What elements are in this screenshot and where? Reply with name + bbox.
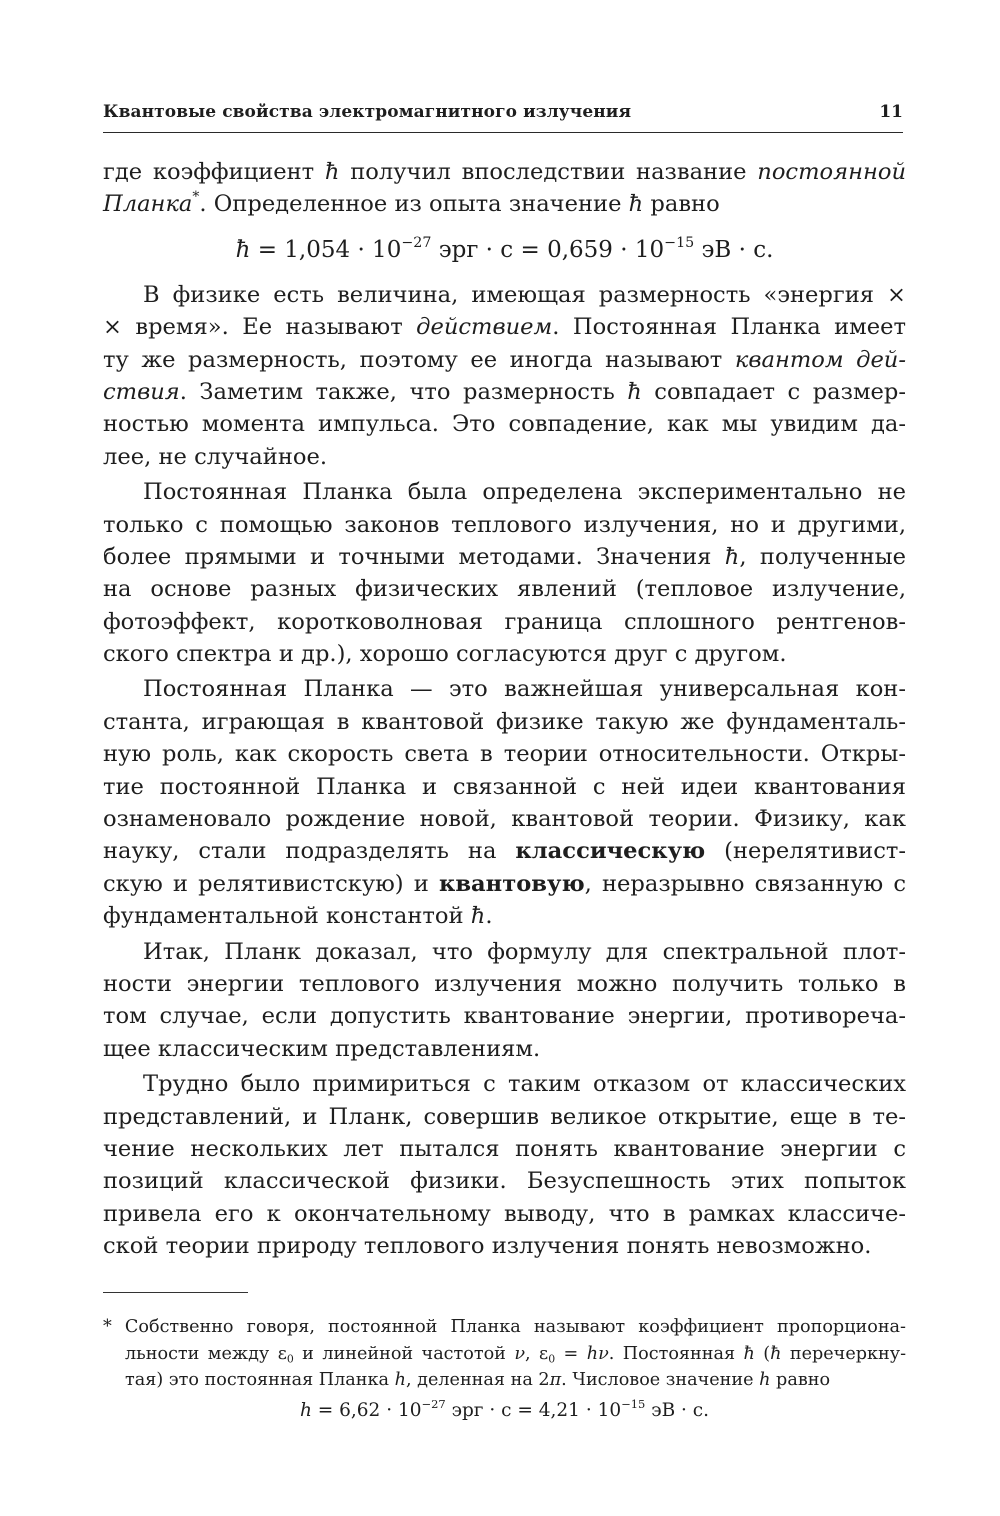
- text-line: щее классическим представлениям.: [103, 1035, 541, 1062]
- text-line: где коэффициент ħ получил впоследствии название постоянной: [103, 159, 906, 185]
- text-line: Трудно было примириться с таким отказом от классических: [143, 1071, 906, 1098]
- text-line: В физике есть величина, имеющая размерность «энергия ×: [143, 281, 906, 308]
- text-line: науку, стали подразделять на классическую (нерелятивист-: [103, 838, 906, 865]
- text-line: Постоянная Планка — это важнейшая универсальная кон-: [143, 676, 906, 703]
- text-line: ознаменовало рождение новой, квантовой теории. Физику, как: [103, 806, 906, 833]
- text-line: ского спектра и др.), хорошо согласуются друг с другом.: [103, 641, 787, 668]
- text-line: ную роль, как скорость света в теории относительности. Откры-: [103, 741, 906, 768]
- text-line: скую и релятивистскую) и квантовую, неразрывно связанную с: [103, 870, 906, 897]
- text-line: только с помощью законов теплового излучения, но и другими,: [103, 511, 906, 538]
- footnote-divider: [103, 1292, 248, 1293]
- text-line: тие постоянной Планка и связанной с ней идеи квантования: [103, 773, 906, 800]
- text-line: позиций классической физики. Безуспешность этих попыток: [103, 1168, 906, 1195]
- footnote-formula: $h = 6,62 \cdot 10^{-27}$ эрг · $с = 4,21 \cdot 10^{-15}$ эВ · с.: [299, 1396, 710, 1421]
- text-line: ту же размерность, поэтому ее иногда называют квантом дей-: [103, 346, 906, 373]
- text-line: более прямыми и точными методами. Значения ħ, полученные: [103, 543, 906, 570]
- footnote: [103, 1314, 906, 1428]
- text-line: представлений, и Планк, совершив великое открытие, еще в те-: [103, 1103, 906, 1130]
- running-header: [103, 102, 903, 133]
- text-line: ности энергии теплового излучения можно получить только в: [103, 970, 906, 997]
- text-line: ской теории природу теплового излучения понять невозможно.: [103, 1233, 872, 1260]
- main-text: [103, 156, 906, 1263]
- text-line: станта, играющая в квантовой физике такую же фундаменталь-: [103, 708, 906, 735]
- text-line: Постоянная Планка была определена экспериментально не: [143, 479, 906, 506]
- text-line: × время». Ее называют действием. Постоянная Планка имеет: [103, 314, 906, 341]
- text-line: привела его к окончательному выводу, что в рамках классиче-: [103, 1200, 906, 1227]
- formula-planck-constant: ħ = $1,054 \cdot 10^{-27}$ эрг · $с = 0,659 \cdot 10^{-15}$ эВ · с.: [235, 234, 774, 263]
- footnote-line: льности между $\varepsilon_0$ и линейной частотой ν, $\varepsilon_0 = h\nu$. Постоянная ħ (ħ перечеркну-: [125, 1343, 907, 1365]
- footnote-line: тая) это постоянная Планка h, деленная на 2π. Числовое значение h равно: [125, 1370, 831, 1390]
- page-number: 11: [879, 102, 903, 122]
- text-line: том случае, если допустить квантование энергии, противореча-: [103, 1003, 906, 1030]
- text-line: на основе разных физических явлений (тепловое излучение,: [103, 576, 906, 603]
- footnote-ref: *: [192, 189, 200, 206]
- term-classical: классическую: [515, 838, 706, 865]
- running-header-title: Квантовые свойства электромагнитного излучения: [103, 102, 632, 122]
- text-line: лее, не случайное.: [103, 443, 328, 470]
- footnote-line: * Собственно говоря, постоянной Планка называют коэффициент пропорциона-: [103, 1317, 906, 1337]
- text-line: ностью момента импульса. Это совпадение, как мы увидим да-: [103, 411, 906, 438]
- footnote-marker: *: [103, 1317, 112, 1337]
- text-line: ствия. Заметим также, что размерность ħ совпадает с размер-: [103, 378, 906, 405]
- text-line: Планка*. Определенное из опыта значение ħ равно: [103, 189, 720, 218]
- hbar-symbol: ħ: [324, 159, 340, 185]
- text-line: Итак, Планк доказал, что формулу для спектральной плот-: [143, 938, 906, 965]
- text-line: чение нескольких лет пытался понять квантование энергии с: [103, 1135, 906, 1162]
- text-line: фундаментальной константой ħ.: [103, 903, 493, 930]
- text-line: фотоэффект, коротковолновая граница сплошного рентгенов-: [103, 608, 906, 635]
- term-quantum: квантовую: [439, 870, 585, 897]
